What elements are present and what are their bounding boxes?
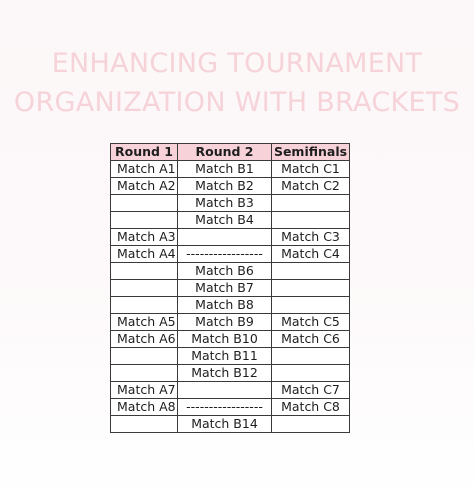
semifinals-cell: Match C2 bbox=[272, 178, 350, 195]
round-2-cell: Match B4 bbox=[178, 212, 272, 229]
table-row bbox=[111, 263, 350, 280]
semifinals-cell: Match C1 bbox=[272, 161, 350, 178]
round-2-cell: Match B3 bbox=[178, 195, 272, 212]
round-1-cell: Match A7 bbox=[111, 382, 178, 399]
round-2-cell: Match B2 bbox=[178, 178, 272, 195]
round-2-cell: Match B11 bbox=[178, 348, 272, 365]
header-round-2: Round 2 bbox=[178, 144, 272, 161]
round-1-cell: Match A5 bbox=[111, 314, 178, 331]
round-2-cell: Match B1 bbox=[178, 161, 272, 178]
semifinals-cell bbox=[272, 212, 350, 229]
table-row bbox=[111, 416, 350, 433]
table-row bbox=[111, 280, 350, 297]
table-header bbox=[111, 144, 350, 161]
table-row bbox=[111, 365, 350, 382]
header-row bbox=[111, 144, 350, 161]
table-row bbox=[111, 229, 350, 246]
round-1-cell bbox=[111, 195, 178, 212]
semifinals-cell: Match C5 bbox=[272, 314, 350, 331]
round-1-cell bbox=[111, 263, 178, 280]
round-1-cell: Match A3 bbox=[111, 229, 178, 246]
round-1-cell: Match A2 bbox=[111, 178, 178, 195]
page-title-line-1: ENHANCING TOURNAMENT bbox=[51, 48, 423, 79]
table-row bbox=[111, 348, 350, 365]
round-2-cell bbox=[178, 382, 272, 399]
round-1-cell bbox=[111, 348, 178, 365]
round-1-cell bbox=[111, 297, 178, 314]
table-row bbox=[111, 399, 350, 416]
round-1-cell bbox=[111, 280, 178, 297]
round-2-cell: ----------------- bbox=[178, 246, 272, 263]
table-row bbox=[111, 161, 350, 178]
round-2-cell: ----------------- bbox=[178, 399, 272, 416]
table-row bbox=[111, 178, 350, 195]
semifinals-cell: Match C7 bbox=[272, 382, 350, 399]
round-2-cell: Match B10 bbox=[178, 331, 272, 348]
header-semifinals: Semifinals bbox=[272, 144, 350, 161]
round-1-cell: Match A6 bbox=[111, 331, 178, 348]
semifinals-cell: Match C6 bbox=[272, 331, 350, 348]
round-1-cell: Match A1 bbox=[111, 161, 178, 178]
table-row bbox=[111, 314, 350, 331]
page-title-line-2: ORGANIZATION WITH BRACKETS bbox=[13, 87, 461, 118]
table-row bbox=[111, 195, 350, 212]
semifinals-cell: Match C8 bbox=[272, 399, 350, 416]
semifinals-cell bbox=[272, 195, 350, 212]
round-1-cell: Match A4 bbox=[111, 246, 178, 263]
round-1-cell bbox=[111, 365, 178, 382]
header-round-1: Round 1 bbox=[111, 144, 178, 161]
semifinals-cell bbox=[272, 297, 350, 314]
round-2-cell bbox=[178, 229, 272, 246]
round-1-cell bbox=[111, 416, 178, 433]
round-1-cell bbox=[111, 212, 178, 229]
table-row bbox=[111, 246, 350, 263]
page-title bbox=[0, 44, 474, 122]
semifinals-cell bbox=[272, 348, 350, 365]
round-2-cell: Match B12 bbox=[178, 365, 272, 382]
table-body bbox=[111, 161, 350, 433]
round-2-cell: Match B7 bbox=[178, 280, 272, 297]
semifinals-cell bbox=[272, 280, 350, 297]
round-2-cell: Match B6 bbox=[178, 263, 272, 280]
semifinals-cell: Match C3 bbox=[272, 229, 350, 246]
round-2-cell: Match B8 bbox=[178, 297, 272, 314]
round-2-cell: Match B14 bbox=[178, 416, 272, 433]
table-row bbox=[111, 212, 350, 229]
table-row bbox=[111, 297, 350, 314]
semifinals-cell bbox=[272, 365, 350, 382]
round-1-cell: Match A8 bbox=[111, 399, 178, 416]
bracket-table bbox=[110, 143, 350, 433]
semifinals-cell: Match C4 bbox=[272, 246, 350, 263]
semifinals-cell bbox=[272, 416, 350, 433]
table-row bbox=[111, 382, 350, 399]
table-row bbox=[111, 331, 350, 348]
round-2-cell: Match B9 bbox=[178, 314, 272, 331]
semifinals-cell bbox=[272, 263, 350, 280]
